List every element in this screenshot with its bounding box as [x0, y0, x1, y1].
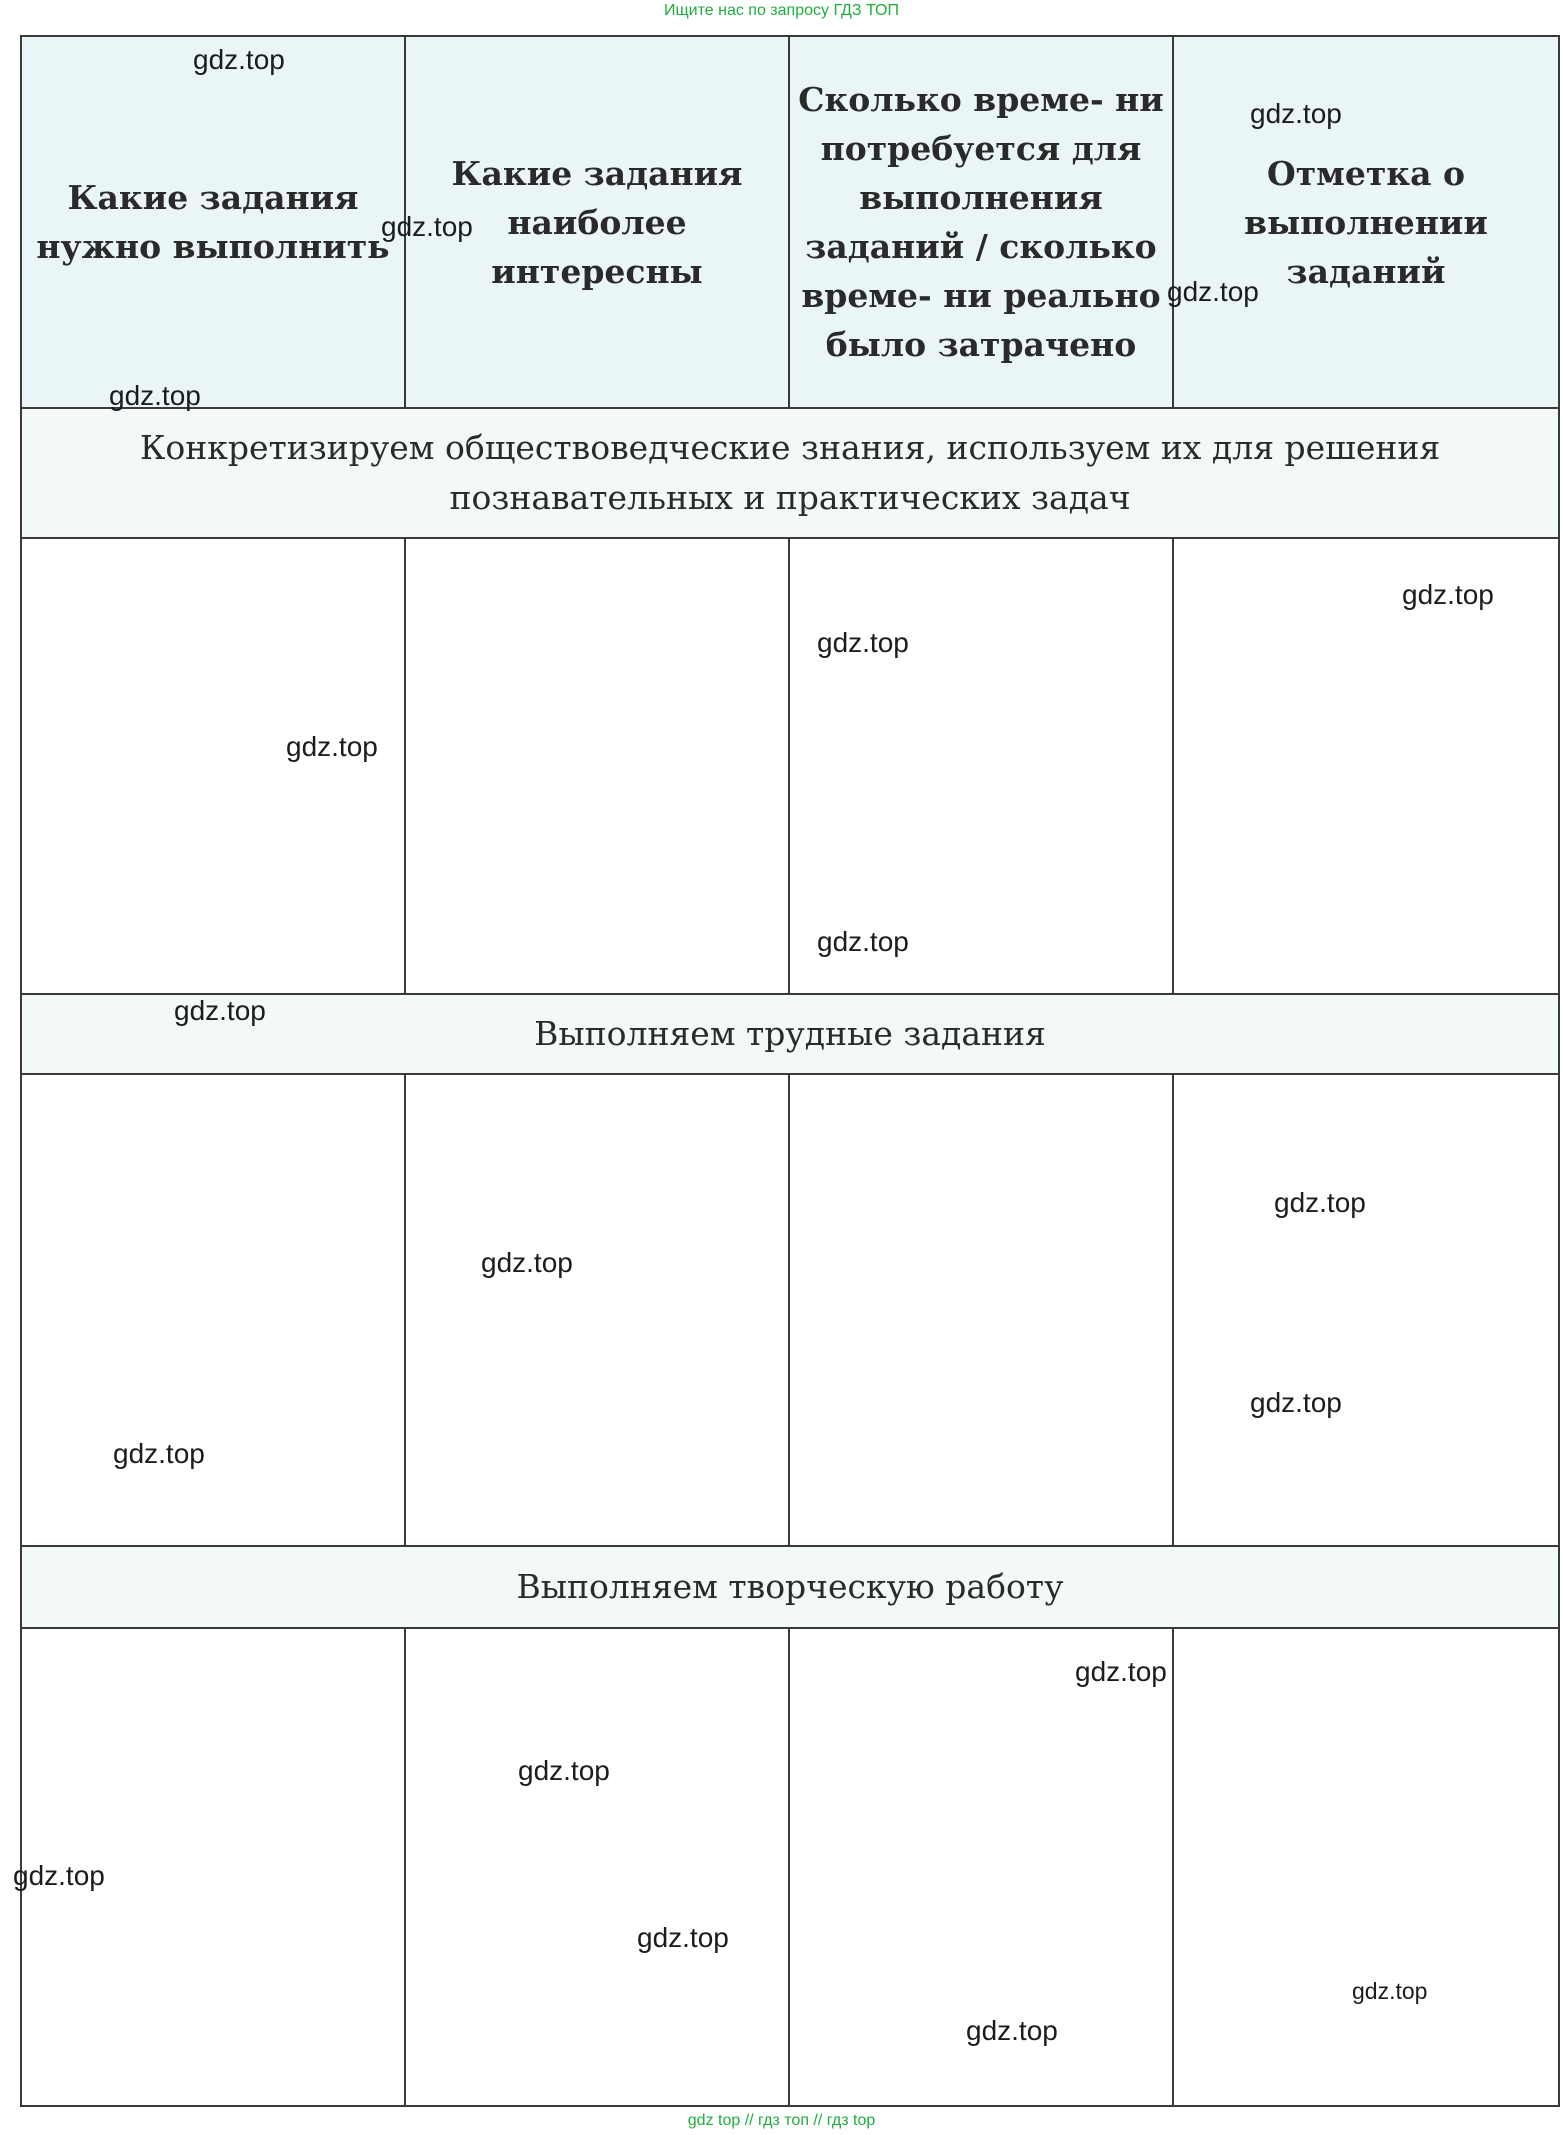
watermark-text: gdz.top [174, 995, 266, 1026]
section-row [21, 408, 1559, 538]
table-header-row [21, 36, 1559, 408]
watermark-text: gdz.top [1352, 1978, 1428, 2004]
watermark-text: gdz.top [817, 627, 909, 658]
watermark-text: gdz.top [109, 380, 201, 411]
header-tasks-to-do: Какие задания нужно выполнить [21, 36, 405, 408]
header-time-needed: Сколько време- ни потребуется для выполнения заданий / сколько време- ни реально было затрачено [789, 36, 1173, 408]
section-title-creative-work: Выполняем творческую работу [21, 1546, 1559, 1628]
empty-cell[interactable] [1173, 1074, 1559, 1546]
watermark-text: gdz.top [481, 1247, 573, 1278]
empty-cell[interactable] [405, 1628, 789, 2106]
watermark-text: gdz.top [193, 44, 285, 75]
header-interesting-tasks: Какие задания наиболее интересны [405, 36, 789, 408]
empty-cell[interactable] [21, 1628, 405, 2106]
watermark-text: gdz.top [966, 2015, 1058, 2046]
top-banner[interactable]: Ищите нас по запросу ГДЗ ТОП [664, 2, 899, 19]
empty-cell[interactable] [789, 1628, 1173, 2106]
empty-cell[interactable] [1173, 538, 1559, 994]
watermark-text: gdz.top [113, 1438, 205, 1469]
watermark-text: gdz.top [637, 1922, 729, 1953]
empty-cell[interactable] [405, 1074, 789, 1546]
header-completion-mark: Отметка о выполнении заданий [1173, 36, 1559, 408]
watermark-text: gdz.top [381, 211, 473, 242]
empty-cell[interactable] [21, 538, 405, 994]
watermark-text: gdz.top [1250, 98, 1342, 129]
watermark-text: gdz.top [1075, 1656, 1167, 1687]
empty-cell[interactable] [1173, 1628, 1559, 2106]
watermark-text: gdz.top [1167, 276, 1259, 307]
bottom-banner[interactable]: gdz top // гдз топ // гдз top [687, 2112, 876, 2129]
empty-cell[interactable] [789, 1074, 1173, 1546]
watermark-text: gdz.top [518, 1755, 610, 1786]
section-row [21, 1546, 1559, 1628]
watermark-text: gdz.top [817, 926, 909, 957]
section-title-apply-knowledge: Конкретизируем обществоведческие знания, используем их для решения познавательных и практических задач [21, 408, 1559, 538]
watermark-text: gdz.top [1402, 579, 1494, 610]
table-row [21, 1074, 1559, 1546]
table-row [21, 538, 1559, 994]
watermark-text: gdz.top [1274, 1187, 1366, 1218]
study-plan-table [20, 35, 1560, 2107]
section-title-hard-tasks: Выполняем трудные задания [21, 994, 1559, 1074]
watermark-text: gdz.top [1250, 1387, 1342, 1418]
table-row [21, 1628, 1559, 2106]
empty-cell[interactable] [789, 538, 1173, 994]
watermark-text: gdz.top [286, 731, 378, 762]
empty-cell[interactable] [405, 538, 789, 994]
watermark-text: gdz.top [13, 1860, 105, 1891]
section-row [21, 994, 1559, 1074]
empty-cell[interactable] [21, 1074, 405, 1546]
